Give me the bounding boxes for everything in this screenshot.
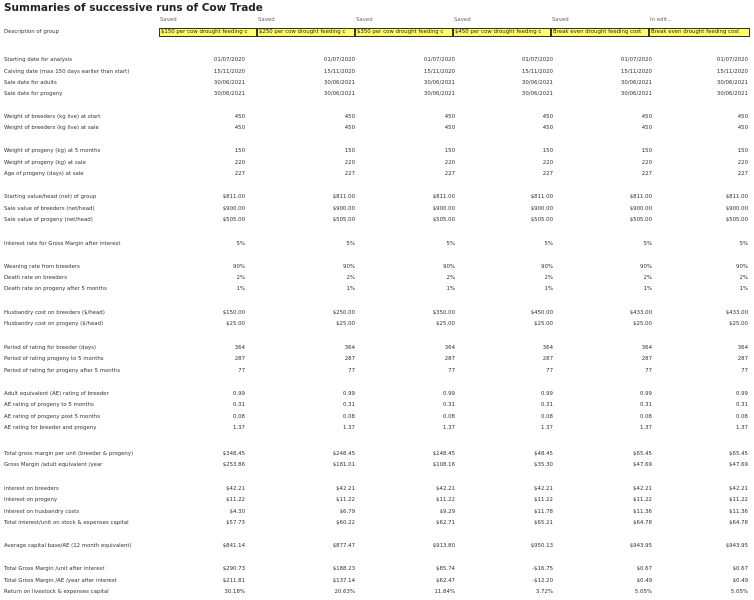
row-value-run-1: $253.86 <box>222 462 245 468</box>
row-value-run-5: 5% <box>643 241 652 247</box>
row-value-run-7: $47.69 <box>729 462 748 468</box>
row-value-run-3: 1.37 <box>442 425 455 431</box>
row-value-run-5: 0.08 <box>639 414 652 420</box>
row-value-run-2: 364 <box>344 345 355 351</box>
description-label: Description of group <box>4 29 59 35</box>
table-row <box>0 159 754 168</box>
run-status-6: In edit... <box>650 17 673 23</box>
row-value-run-1: 220 <box>234 160 245 166</box>
row-value-run-1: $900.00 <box>222 206 245 212</box>
row-value-run-5: 287 <box>641 356 652 362</box>
row-value-run-3: 0.31 <box>442 402 455 408</box>
row-value-run-7: 1.37 <box>735 425 748 431</box>
row-label: Return on livestock & expenses capital <box>4 589 109 595</box>
row-value-run-3: 11.84% <box>434 589 455 595</box>
row-value-run-1: $348.45 <box>222 451 245 457</box>
row-value-run-3: 5% <box>446 241 455 247</box>
table-row <box>0 390 754 399</box>
row-value-run-7: 0.31 <box>735 402 748 408</box>
row-value-run-4: 0.31 <box>540 402 553 408</box>
table-row <box>0 588 754 597</box>
table-row <box>0 519 754 528</box>
row-value-run-1: $290.73 <box>222 566 245 572</box>
table-row <box>0 193 754 202</box>
page-title: Summaries of successive runs of Cow Trade <box>4 2 263 14</box>
row-value-run-7: $505.00 <box>725 217 748 223</box>
row-label: Interest rate for Gross Margin after interest <box>4 241 121 247</box>
row-value-run-3: 15/11/2020 <box>423 69 455 75</box>
row-value-run-1: 5% <box>236 241 245 247</box>
table-row <box>0 79 754 88</box>
row-value-run-2: $250.00 <box>332 310 355 316</box>
row-value-run-3: $913.80 <box>432 543 455 549</box>
row-value-run-2: 227 <box>344 171 355 177</box>
row-value-run-1: $11.22 <box>226 497 245 503</box>
row-value-run-2: 220 <box>344 160 355 166</box>
row-value-run-5: $0.49 <box>636 578 652 584</box>
row-label: Weaning rate from breeders <box>4 264 80 270</box>
row-value-run-1: 30/06/2021 <box>213 91 245 97</box>
row-value-run-7: 77 <box>741 368 748 374</box>
row-value-run-5: $505.00 <box>629 217 652 223</box>
row-label: Total interest/unit on stock & expenses capital <box>4 520 129 526</box>
row-value-run-7: 5.05% <box>730 589 748 595</box>
row-value-run-2: $6.79 <box>339 509 355 515</box>
table-row <box>0 90 754 99</box>
table-row <box>0 216 754 225</box>
table-row <box>0 285 754 294</box>
row-value-run-1: 77 <box>238 368 245 374</box>
row-value-run-4: -$12.20 <box>532 578 553 584</box>
row-value-run-2: $137.14 <box>332 578 355 584</box>
row-value-run-2: $42.21 <box>336 486 355 492</box>
row-value-run-2: $505.00 <box>332 217 355 223</box>
row-value-run-3: 30/06/2021 <box>423 80 455 86</box>
row-value-run-4: 77 <box>546 368 553 374</box>
row-value-run-3: $9.29 <box>439 509 455 515</box>
row-value-run-3: 77 <box>448 368 455 374</box>
row-value-run-7: $64.78 <box>729 520 748 526</box>
row-value-run-3: 150 <box>444 148 455 154</box>
row-value-run-2: 1% <box>346 286 355 292</box>
row-value-run-1: 01/07/2020 <box>213 57 245 63</box>
table-row <box>0 542 754 551</box>
row-value-run-7: $943.95 <box>725 543 748 549</box>
row-value-run-4: 90% <box>541 264 553 270</box>
row-value-run-7: 150 <box>737 148 748 154</box>
run-status-1: Saved <box>160 17 177 23</box>
row-label: Starting date for analysis <box>4 57 73 63</box>
row-value-run-3: $85.74 <box>436 566 455 572</box>
row-value-run-2: $60.22 <box>336 520 355 526</box>
row-value-run-1: $811.00 <box>222 194 245 200</box>
row-value-run-3: 364 <box>444 345 455 351</box>
row-value-run-4: 364 <box>542 345 553 351</box>
row-label: Total gross margin per unit (breeder & progeny) <box>4 451 134 457</box>
table-row <box>0 461 754 470</box>
row-label: Interest on progeny <box>4 497 58 503</box>
row-value-run-4: 287 <box>542 356 553 362</box>
row-value-run-2: 30/06/2021 <box>323 91 355 97</box>
row-value-run-7: 220 <box>737 160 748 166</box>
row-value-run-5: $42.21 <box>633 486 652 492</box>
row-value-run-7: 1% <box>739 286 748 292</box>
row-value-run-3: $62.47 <box>436 578 455 584</box>
row-value-run-1: $25.00 <box>226 321 245 327</box>
row-value-run-4: 227 <box>542 171 553 177</box>
row-value-run-4: 15/11/2020 <box>521 69 553 75</box>
row-value-run-2: 15/11/2020 <box>323 69 355 75</box>
table-row <box>0 450 754 459</box>
row-value-run-7: $0.49 <box>732 578 748 584</box>
row-value-run-5: 220 <box>641 160 652 166</box>
row-label: Weight of breeders (kg live) at sale <box>4 125 99 131</box>
row-value-run-7: 15/11/2020 <box>716 69 748 75</box>
row-value-run-2: $877.47 <box>332 543 355 549</box>
status-row <box>0 16 754 25</box>
table-row <box>0 485 754 494</box>
table-row <box>0 367 754 376</box>
row-value-run-3: 450 <box>444 114 455 120</box>
row-value-run-4: 3.72% <box>535 589 553 595</box>
row-value-run-3: $42.21 <box>436 486 455 492</box>
row-value-run-1: 1.37 <box>232 425 245 431</box>
table-row <box>0 309 754 318</box>
row-value-run-4: 0.99 <box>540 391 553 397</box>
row-label: Death rate on progeny after 5 months <box>4 286 107 292</box>
row-value-run-7: 450 <box>737 125 748 131</box>
row-value-run-4: $450.00 <box>530 310 553 316</box>
row-value-run-2: $181.01 <box>332 462 355 468</box>
row-value-run-2: $25.00 <box>336 321 355 327</box>
row-value-run-4: $11.22 <box>534 497 553 503</box>
row-value-run-1: $57.73 <box>226 520 245 526</box>
row-value-run-3: 30/06/2021 <box>423 91 455 97</box>
row-value-run-1: 0.99 <box>232 391 245 397</box>
row-value-run-5: $25.00 <box>633 321 652 327</box>
row-value-run-2: $248.45 <box>332 451 355 457</box>
row-value-run-3: $108.16 <box>432 462 455 468</box>
row-value-run-3: 227 <box>444 171 455 177</box>
row-value-run-1: $150.00 <box>222 310 245 316</box>
row-value-run-4: 0.08 <box>540 414 553 420</box>
row-label: Weight of progeny (kg) at 5 months <box>4 148 101 154</box>
row-value-run-7: $11.36 <box>729 509 748 515</box>
row-value-run-1: $841.14 <box>222 543 245 549</box>
row-value-run-3: 1% <box>446 286 455 292</box>
row-value-run-4: $11.78 <box>534 509 553 515</box>
run-description-field-2[interactable]: $250 per cow drought feeding c <box>257 28 355 37</box>
table-row <box>0 355 754 364</box>
row-value-run-5: $64.78 <box>633 520 652 526</box>
table-row <box>0 147 754 156</box>
row-value-run-3: $25.00 <box>436 321 455 327</box>
row-value-run-5: 5.05% <box>634 589 652 595</box>
table-row <box>0 424 754 433</box>
row-value-run-4: 220 <box>542 160 553 166</box>
row-value-run-4: $42.21 <box>534 486 553 492</box>
row-label: Sale date for progeny <box>4 91 63 97</box>
row-label: Period of rating progeny to 5 months <box>4 356 104 362</box>
row-label: Death rate on breeders <box>4 275 68 281</box>
row-value-run-5: 01/07/2020 <box>620 57 652 63</box>
row-value-run-5: $811.00 <box>629 194 652 200</box>
run-status-3: Saved <box>356 17 373 23</box>
row-value-run-1: $42.21 <box>226 486 245 492</box>
row-value-run-2: 450 <box>344 114 355 120</box>
row-value-run-3: $505.00 <box>432 217 455 223</box>
row-label: Period of rating for progeny after 5 months <box>4 368 121 374</box>
table-row <box>0 274 754 283</box>
row-value-run-4: 30/06/2021 <box>521 80 553 86</box>
row-value-run-5: $0.67 <box>636 566 652 572</box>
row-value-run-1: 450 <box>234 114 245 120</box>
row-value-run-7: 0.99 <box>735 391 748 397</box>
row-label: Average capital base/AE (12 month equivalent) <box>4 543 132 549</box>
row-value-run-7: 2% <box>739 275 748 281</box>
row-value-run-2: 01/07/2020 <box>323 57 355 63</box>
row-value-run-5: 15/11/2020 <box>620 69 652 75</box>
row-value-run-3: 450 <box>444 125 455 131</box>
row-value-run-4: 450 <box>542 125 553 131</box>
row-label: Sale value of breeders (net/head) <box>4 206 95 212</box>
row-value-run-1: 287 <box>234 356 245 362</box>
row-label: Period of rating for breeder (days) <box>4 345 96 351</box>
row-value-run-4: 5% <box>544 241 553 247</box>
row-value-run-7: $11.22 <box>729 497 748 503</box>
row-value-run-5: 30/06/2021 <box>620 80 652 86</box>
row-value-run-5: $11.22 <box>633 497 652 503</box>
row-value-run-3: 2% <box>446 275 455 281</box>
row-value-run-4: 1% <box>544 286 553 292</box>
row-value-run-3: 220 <box>444 160 455 166</box>
row-value-run-3: $11.22 <box>436 497 455 503</box>
table-row <box>0 56 754 65</box>
row-value-run-2: 0.08 <box>342 414 355 420</box>
row-value-run-2: 450 <box>344 125 355 131</box>
row-value-run-1: 364 <box>234 345 245 351</box>
row-value-run-5: 77 <box>645 368 652 374</box>
row-value-run-7: 227 <box>737 171 748 177</box>
row-label: Husbandry cost on progeny ($/head) <box>4 321 104 327</box>
row-value-run-4: 30/06/2021 <box>521 91 553 97</box>
row-label: Weight of breeders (kg live) at start <box>4 114 101 120</box>
row-label: Sale value of progeny (net/head) <box>4 217 93 223</box>
run-description-field-1[interactable]: $150 per cow drought feeding c <box>159 28 257 37</box>
row-value-run-7: $65.45 <box>729 451 748 457</box>
row-value-run-5: 30/06/2021 <box>620 91 652 97</box>
row-value-run-1: 150 <box>234 148 245 154</box>
row-label: Starting value/head (net) of group <box>4 194 97 200</box>
row-label: Interest on husbandry costs <box>4 509 80 515</box>
row-value-run-7: $0.67 <box>732 566 748 572</box>
row-label: Sale date for adults <box>4 80 57 86</box>
row-label: Age of progeny (days) at sale <box>4 171 84 177</box>
row-value-run-5: 90% <box>640 264 652 270</box>
run-status-4: Saved <box>454 17 471 23</box>
row-value-run-3: 0.99 <box>442 391 455 397</box>
row-value-run-7: $811.00 <box>725 194 748 200</box>
row-value-run-1: 1% <box>236 286 245 292</box>
table-row <box>0 240 754 249</box>
row-value-run-5: $900.00 <box>629 206 652 212</box>
table-row <box>0 565 754 574</box>
row-value-run-4: $65.21 <box>534 520 553 526</box>
row-value-run-5: 1.37 <box>639 425 652 431</box>
row-value-run-4: $25.00 <box>534 321 553 327</box>
row-value-run-7: 90% <box>736 264 748 270</box>
row-value-run-4: -$16.75 <box>532 566 553 572</box>
row-value-run-4: 2% <box>544 275 553 281</box>
run-description-field-4[interactable]: $450 per cow drought feeding c <box>453 28 551 37</box>
row-label: Total Gross Margin /unit after interest <box>4 566 105 572</box>
table-row <box>0 205 754 214</box>
row-value-run-4: $900.00 <box>530 206 553 212</box>
row-value-run-1: 2% <box>236 275 245 281</box>
row-value-run-2: $188.23 <box>332 566 355 572</box>
row-value-run-2: 20.63% <box>334 589 355 595</box>
row-label: AE rating for breeder and progeny <box>4 425 97 431</box>
row-label: Calving date (max 150 days earlier than start) <box>4 69 130 75</box>
row-label: Weight of progeny (kg) at sale <box>4 160 86 166</box>
run-description-field-5[interactable]: Break even drought feeding cost <box>551 28 649 37</box>
table-row <box>0 124 754 133</box>
row-value-run-2: $811.00 <box>332 194 355 200</box>
row-value-run-5: 0.99 <box>639 391 652 397</box>
row-value-run-4: $811.00 <box>530 194 553 200</box>
table-row <box>0 263 754 272</box>
row-label: AE rating of progeny post 5 months <box>4 414 101 420</box>
run-status-5: Saved <box>552 17 569 23</box>
row-value-run-5: 227 <box>641 171 652 177</box>
row-value-run-2: 77 <box>348 368 355 374</box>
row-value-run-7: 287 <box>737 356 748 362</box>
row-label: Adult equivalent (AE) rating of breeder <box>4 391 109 397</box>
row-value-run-2: $11.22 <box>336 497 355 503</box>
row-value-run-4: $505.00 <box>530 217 553 223</box>
table-row <box>0 401 754 410</box>
row-value-run-3: $900.00 <box>432 206 455 212</box>
row-value-run-2: 0.31 <box>342 402 355 408</box>
row-value-run-3: $62.71 <box>436 520 455 526</box>
row-value-run-2: 2% <box>346 275 355 281</box>
row-value-run-7: 30/06/2021 <box>716 80 748 86</box>
table-row <box>0 496 754 505</box>
row-value-run-2: 5% <box>346 241 355 247</box>
row-value-run-1: 0.08 <box>232 414 245 420</box>
row-value-run-1: 450 <box>234 125 245 131</box>
table-row <box>0 170 754 179</box>
row-value-run-3: 287 <box>444 356 455 362</box>
row-value-run-3: 0.08 <box>442 414 455 420</box>
row-value-run-4: 150 <box>542 148 553 154</box>
row-value-run-2: 90% <box>343 264 355 270</box>
row-value-run-2: 1.37 <box>342 425 355 431</box>
row-value-run-5: 0.31 <box>639 402 652 408</box>
row-value-run-7: 0.08 <box>735 414 748 420</box>
row-value-run-4: $950.13 <box>530 543 553 549</box>
table-row <box>0 320 754 329</box>
table-row <box>0 508 754 517</box>
row-value-run-3: 01/07/2020 <box>423 57 455 63</box>
row-value-run-5: 364 <box>641 345 652 351</box>
row-label: Total Gross Margin /AE /year after interest <box>4 578 117 584</box>
row-value-run-5: 450 <box>641 125 652 131</box>
row-value-run-4: 01/07/2020 <box>521 57 553 63</box>
row-value-run-1: 30.18% <box>224 589 245 595</box>
row-label: Interest on breeders <box>4 486 59 492</box>
row-value-run-2: 150 <box>344 148 355 154</box>
table-row <box>0 413 754 422</box>
row-value-run-4: 1.37 <box>540 425 553 431</box>
table-row <box>0 344 754 353</box>
row-value-run-5: $65.45 <box>633 451 652 457</box>
row-value-run-2: 287 <box>344 356 355 362</box>
row-value-run-5: 2% <box>643 275 652 281</box>
row-value-run-7: $900.00 <box>725 206 748 212</box>
row-value-run-5: $943.95 <box>629 543 652 549</box>
row-value-run-7: 5% <box>739 241 748 247</box>
run-description-field-3[interactable]: $350 per cow drought feeding c <box>355 28 453 37</box>
run-status-2: Saved <box>258 17 275 23</box>
row-label: AE rating of progeny to 5 months <box>4 402 94 408</box>
row-value-run-2: 0.99 <box>342 391 355 397</box>
row-value-run-3: $811.00 <box>432 194 455 200</box>
row-value-run-7: 364 <box>737 345 748 351</box>
row-value-run-1: $505.00 <box>222 217 245 223</box>
table-row <box>0 68 754 77</box>
row-value-run-5: $433.00 <box>629 310 652 316</box>
row-value-run-4: $35.30 <box>534 462 553 468</box>
row-value-run-1: $211.81 <box>222 578 245 584</box>
row-value-run-3: $350.00 <box>432 310 455 316</box>
row-value-run-4: 450 <box>542 114 553 120</box>
row-value-run-2: $900.00 <box>332 206 355 212</box>
row-label: Husbandry cost on breeders ($/head) <box>4 310 105 316</box>
row-value-run-2: 30/06/2021 <box>323 80 355 86</box>
row-value-run-5: $47.69 <box>633 462 652 468</box>
row-value-run-7: 01/07/2020 <box>716 57 748 63</box>
run-description-field-6[interactable]: Break even drought feeding cost <box>649 28 750 37</box>
row-value-run-3: 90% <box>443 264 455 270</box>
row-value-run-5: 150 <box>641 148 652 154</box>
table-row <box>0 113 754 122</box>
row-value-run-7: $42.21 <box>729 486 748 492</box>
row-label: Gross Margin /adult equivalent /year <box>4 462 103 468</box>
description-row <box>0 28 754 37</box>
row-value-run-7: $433.00 <box>725 310 748 316</box>
row-value-run-1: 30/06/2021 <box>213 80 245 86</box>
row-value-run-5: $11.36 <box>633 509 652 515</box>
row-value-run-1: 15/11/2020 <box>213 69 245 75</box>
row-value-run-5: 1% <box>643 286 652 292</box>
row-value-run-3: $148.45 <box>432 451 455 457</box>
row-value-run-7: 450 <box>737 114 748 120</box>
row-value-run-7: $25.00 <box>729 321 748 327</box>
row-value-run-1: $4.30 <box>229 509 245 515</box>
row-value-run-1: 90% <box>233 264 245 270</box>
table-row <box>0 577 754 586</box>
row-value-run-1: 227 <box>234 171 245 177</box>
row-value-run-5: 450 <box>641 114 652 120</box>
row-value-run-4: $48.45 <box>534 451 553 457</box>
row-value-run-1: 0.31 <box>232 402 245 408</box>
row-value-run-7: 30/06/2021 <box>716 91 748 97</box>
